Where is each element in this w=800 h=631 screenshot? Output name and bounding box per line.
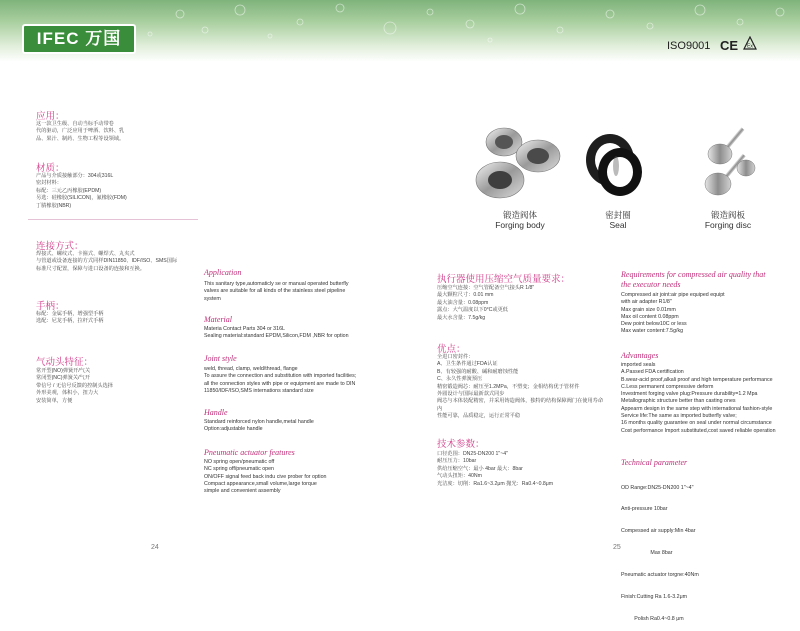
page-number-right: 25 xyxy=(613,544,621,551)
company-logo: IFEC 万国 xyxy=(22,24,136,54)
forging-body-photo xyxy=(468,120,568,208)
en-tech-params-text: OD Range:DN25-DN200 1"~4" Anti-pressure 10bar Compessed air supply:Min 4bar Max 8bar Pneumatic actuator torgne:40Nm Finish:Cutting Ra 1.6-3.2μm Polish Ra0.4~0.8 μm xyxy=(621,484,699,622)
cn-connection-text: 焊接式、螺纹式、卡箍式、螺焊式、丸夹式 与管道或设备连接的方式同样DIN11850、IDF/ISO、SMS国际 标准尺寸配置，保障与进口设备的连接和互换。 xyxy=(36,251,178,272)
caption-forging-disc: 锻造阀板 Forging disc xyxy=(704,210,752,230)
cn-material-title: 材质： xyxy=(36,163,65,174)
cn-actuator-title: 气动头特征： xyxy=(36,357,94,368)
en-handle-text: Standard reinforced nylon handle,metal handle Option:adjustable handle xyxy=(204,419,314,433)
en-material-title: Material xyxy=(204,315,232,324)
caption-seal: 密封圈 Seal xyxy=(605,210,631,230)
cn-material-text: 产品与介质接触部分：304或316L 密封材料： 标配：三元乙丙橡胶(EPDM) 另选：硅橡胶(SILICON)，氟橡胶(FDM) 丁腈橡胶(NBR) xyxy=(36,173,127,209)
cn-advantages-text: 全进口密封件： A、卫生条件通过FDA认证 B、有较强的耐酸、碱和耐磨蚀性能 C、永久性弹簧预压 精密锻造阀芯：耐压至1.2MPa，不塑变；金相结构优于管材件 外圆设计与国际最新款式同步 阀芯与本体装配精密，并采用铸造阀体，独特的结构保障阀门在使用寿命内 性能可靠，品质稳定，运行正常平稳 xyxy=(437,354,604,420)
en-material-text: Materia Contact Parts 304 or 316L Sealing material:standard EPDM,Silicon,FDM ,NBR for option xyxy=(204,326,349,340)
en-advantages-text: imported seals A.Passed FDA certification B.wear-acid proof,alkali proof and high temperature performance C.Less permanent compressive deform Investment forging valve plug:Pressure durability=1.2 Mpa Metallographic structure better than casting ones Appearm design in the same step with international fashion-style Service life:The same as imported butterfly valve; 16 months quality guarantee on seal under normal circumstance Cost performance Import substituted,cost saved reliable operation xyxy=(621,362,776,434)
en-joint-text: weld, thread, clamp, weld/thread, flange To assure the connection and substitution with imported facilities; all the connection styles with pipe or equipment are made to DIN 11850/IDF/ISO,SMS internations standard size xyxy=(204,366,357,394)
cn-handle-text: 标配：金属手柄，增强型手柄 选配：尼龙手柄，拉杆式手柄 xyxy=(36,311,104,325)
en-joint-title: Joint style xyxy=(204,354,237,363)
cn-air-quality-title: 执行器使用压缩空气质量要求： xyxy=(437,274,571,285)
seal-photo xyxy=(580,120,650,208)
forging-disc-photo xyxy=(690,120,770,208)
cn-handle-title: 手柄： xyxy=(36,301,65,312)
cn-actuator-text: 常开型(NO)弹簧开/气关 常闭型(NC)弹簧关/气开 带信号 / 无信号反馈的控制头选择 外形美观，体积小，扭力大 安装简单，方便 xyxy=(36,368,113,404)
iso-certification: ISO9001 xyxy=(667,40,711,52)
en-air-quality-text: Compressed air joint:air pipe equiped equipt with air adapter R1/8" Max grain size 0.01mm Max oil content 0.08ppm Dew point below10C or less Max water content:7.5g/kg xyxy=(621,292,725,335)
cn-application-text: 这一款卫生级、自动当标手动带卷 代的驱动，广泛应用于啤酒、饮料、乳 品、果汁、制药、生物工程等设领域。 xyxy=(36,121,125,142)
en-advantages-title: Advantages xyxy=(621,351,659,360)
ex-warning-icon xyxy=(743,36,757,50)
en-application-text: This sanitary type,automaticly se or manual operated butterfly valves are suitable for all kinds of the stainless steel pipeline system xyxy=(204,281,349,302)
en-tech-params-title: Technical parameter xyxy=(621,458,688,467)
cn-advantages-title: 优点： xyxy=(437,344,466,355)
svg-text:Ex: Ex xyxy=(747,43,753,50)
page-number-left: 24 xyxy=(151,544,159,551)
ce-mark: CE xyxy=(720,38,739,53)
cn-connection-title: 连接方式： xyxy=(36,241,84,252)
section-divider xyxy=(28,219,198,220)
en-application-title: Application xyxy=(204,268,242,277)
en-handle-title: Handle xyxy=(204,408,228,417)
cn-application-title: 应用： xyxy=(36,111,65,122)
en-pneumatic-text: NO spring open/pneumatic off NC spring off/pneumatic open ON/OFF signal feed back indu cive prober for option Compact appearance,small volume,large torque simple and convenient assembly xyxy=(204,459,327,495)
cn-air-quality-text: 压缩空气连接：空气管配备空气接头R 1/8" 最大颗粒尺寸：0.01 mm 最大油含量：0.08ppm 露点：大气温度以下0°C或更低 最大水含量：7.5g/kg xyxy=(437,285,535,321)
en-pneumatic-title: Pneumatic actuator features xyxy=(204,448,295,457)
cn-tech-params-text: 口径范围：DN25-DN200 1"~4" 耐压压力：10bar 供给压缩空气：最小 4bar 最大：8bar 气动头扭矩：40Nm 光洁度：切削：Ra1.6~3.2μm 抛光：Ra0.4~0.8μm xyxy=(437,451,554,487)
caption-forging-body: 锻造阀体 Forging body xyxy=(495,210,545,230)
en-air-quality-title: Requirements for compressed air quality that the executor needs xyxy=(621,270,766,289)
cn-tech-params-title: 技术参数： xyxy=(437,439,485,450)
